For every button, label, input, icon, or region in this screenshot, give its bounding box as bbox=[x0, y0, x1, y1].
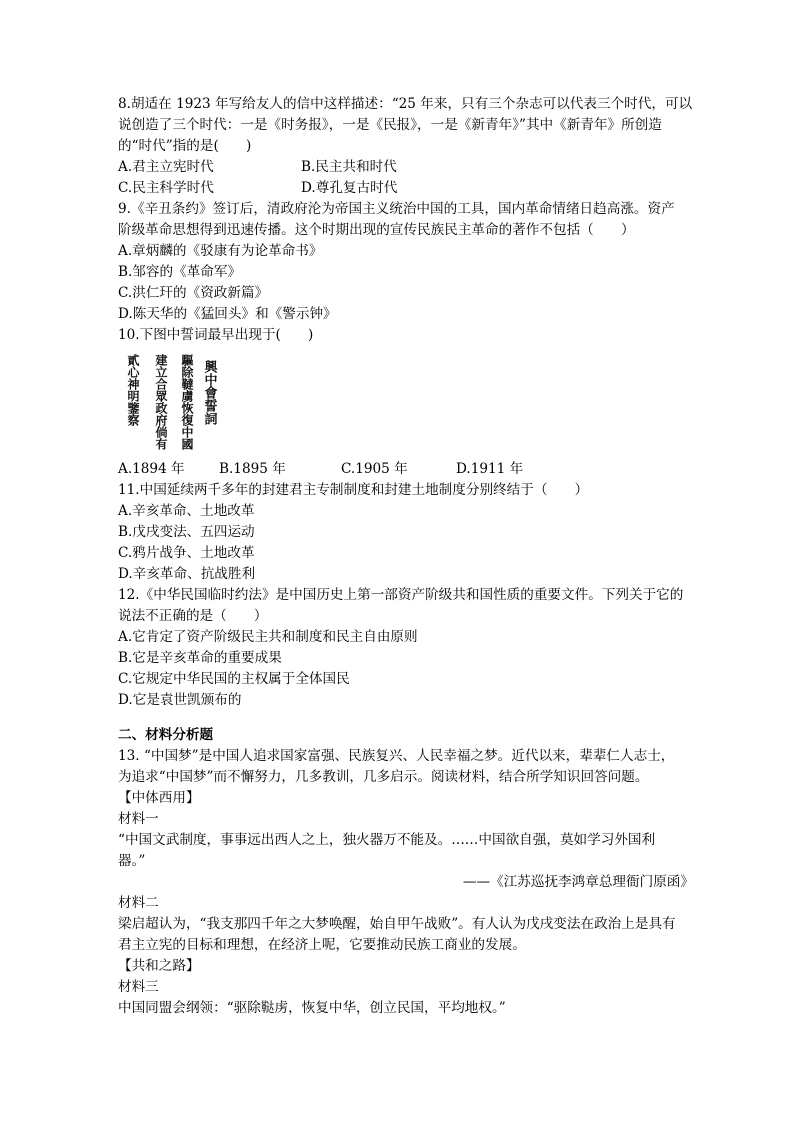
q9-option-c[interactable]: C.洪仁玕的《资政新篇》 bbox=[118, 285, 269, 301]
q11-option-b[interactable]: B.戊戌变法、五四运动 bbox=[118, 524, 255, 540]
material-2-line-2: 君主立宪的目标和理想，在经济上呢，它要推动民族工商业的发展。 bbox=[118, 937, 526, 953]
q8-stem-line-3: 的“时代”指的是( ) bbox=[118, 138, 252, 154]
q10-option-b[interactable]: B.1895 年 bbox=[219, 461, 286, 477]
oath-image-svg bbox=[119, 350, 223, 454]
heading-zhongti-xiyong: 【中体西用】 bbox=[118, 790, 200, 806]
q13-stem-line-2: 为追求“中国梦”而不懈努力，几多教训，几多启示。阅读材料，结合所学知识回答问题。 bbox=[118, 769, 649, 785]
heading-gonghe-zhilu: 【共和之路】 bbox=[118, 958, 200, 974]
q11-option-d[interactable]: D.辛亥革命、抗战胜利 bbox=[118, 566, 256, 582]
material-3-title: 材料三 bbox=[118, 979, 159, 995]
oath-col-3: 建立合眾政府倘有 bbox=[154, 354, 168, 450]
q8-options-row-1 bbox=[118, 157, 708, 178]
q9-option-b[interactable]: B.邹容的《革命军》 bbox=[118, 264, 242, 280]
oath-col-2: 驅除韃虜恢復中國 bbox=[180, 354, 194, 450]
q10-option-a[interactable]: A.1894 年 bbox=[118, 461, 185, 477]
q10-option-c[interactable]: C.1905 年 bbox=[341, 461, 408, 477]
q12-option-d[interactable]: D.它是袁世凯颁布的 bbox=[118, 692, 242, 708]
material-1-line-2: 器。” bbox=[118, 853, 146, 869]
q9-option-d[interactable]: D.陈天华的《猛回头》和《警示钟》 bbox=[118, 306, 337, 322]
q9-option-a[interactable]: A.章炳麟的《驳康有为论革命书》 bbox=[118, 243, 323, 259]
section-2-title: 二、材料分析题 bbox=[118, 727, 214, 743]
material-3-line-1: 中国同盟会纲领：“驱除鞑虏，恢复中华，创立民国，平均地权。” bbox=[118, 1000, 506, 1016]
q12-stem-line-2: 说法不正确的是（ ） bbox=[118, 608, 268, 624]
q8-option-c[interactable]: C.民主科学时代 bbox=[118, 180, 214, 196]
q10-option-d[interactable]: D.1911 年 bbox=[456, 461, 524, 477]
q10-stem: 10.下图中誓词最早出现于( ) bbox=[118, 327, 314, 343]
material-2-line-1: 梁启超认为，“我支那四千年之大梦唤醒，始自甲午战败”。有人认为戊戌变法在政治上是具有 bbox=[118, 916, 676, 932]
q8-option-b[interactable]: B.民主共和时代 bbox=[301, 159, 397, 175]
q8-option-a[interactable]: A.君主立宪时代 bbox=[118, 159, 214, 175]
q12-option-b[interactable]: B.它是辛亥革命的重要成果 bbox=[118, 650, 282, 666]
q12-option-a[interactable]: A.它肯定了资产阶级民主共和制度和民主自由原则 bbox=[118, 629, 418, 645]
q8-stem-line-1: 8.胡适在 1923 年写给友人的信中这样描述：“25 年来，只有三个杂志可以代表三个时代，可以 bbox=[118, 96, 693, 112]
q12-option-c[interactable]: C.它规定中华民国的主权属于全体国民 bbox=[118, 671, 350, 687]
material-1-title: 材料一 bbox=[118, 811, 159, 827]
oath-calligraphy-image bbox=[119, 350, 223, 454]
oath-col-1: 興中會誓詞 bbox=[201, 360, 217, 425]
document-page bbox=[118, 94, 708, 1019]
q12-stem-line-1: 12.《中华民国临时约法》是中国历史上第一部资产阶级共和国性质的重要文件。下列关于它的 bbox=[118, 587, 684, 603]
q11-stem: 11.中国延续两千多年的封建君主专制制度和封建土地制度分别终结于（ ） bbox=[118, 482, 589, 498]
q8-option-d[interactable]: D.尊孔复古时代 bbox=[301, 180, 398, 196]
material-2-title: 材料二 bbox=[118, 895, 159, 911]
section-spacer bbox=[118, 711, 708, 725]
q11-option-c[interactable]: C.鸦片战争、土地改革 bbox=[118, 545, 255, 561]
q10-options bbox=[118, 459, 708, 480]
q8-options-row-2 bbox=[118, 178, 708, 199]
q11-option-a[interactable]: A.辛亥革命、土地改革 bbox=[118, 503, 255, 519]
q13-stem-line-1: 13. “中国梦”是中国人追求国家富强、民族复兴、人民幸福之梦。近代以来，辈辈仁人志士， bbox=[118, 748, 675, 764]
q9-stem-line-1: 9.《辛丑条约》签订后，清政府沦为帝国主义统治中国的工具，国内革命情绪日趋高涨。资产 bbox=[118, 201, 675, 217]
q9-stem-line-2: 阶级革命思想得到迅速传播。这个时期出现的宣传民族民主革命的著作不包括（ ） bbox=[118, 222, 635, 238]
oath-col-4: 貳心神明鑒察 bbox=[126, 354, 140, 426]
material-1-line-1: “中国文武制度，事事远出西人之上，独火器万不能及。……中国欲自强，莫如学习外国利 bbox=[118, 832, 656, 848]
material-1-source: ——《江苏巡抚李鸿章总理衙门原函》 bbox=[462, 874, 694, 890]
q8-stem-line-2: 说创造了三个时代：一是《时务报》，一是《民报》，一是《新青年》”其中《新青年》所创造 bbox=[118, 117, 662, 133]
